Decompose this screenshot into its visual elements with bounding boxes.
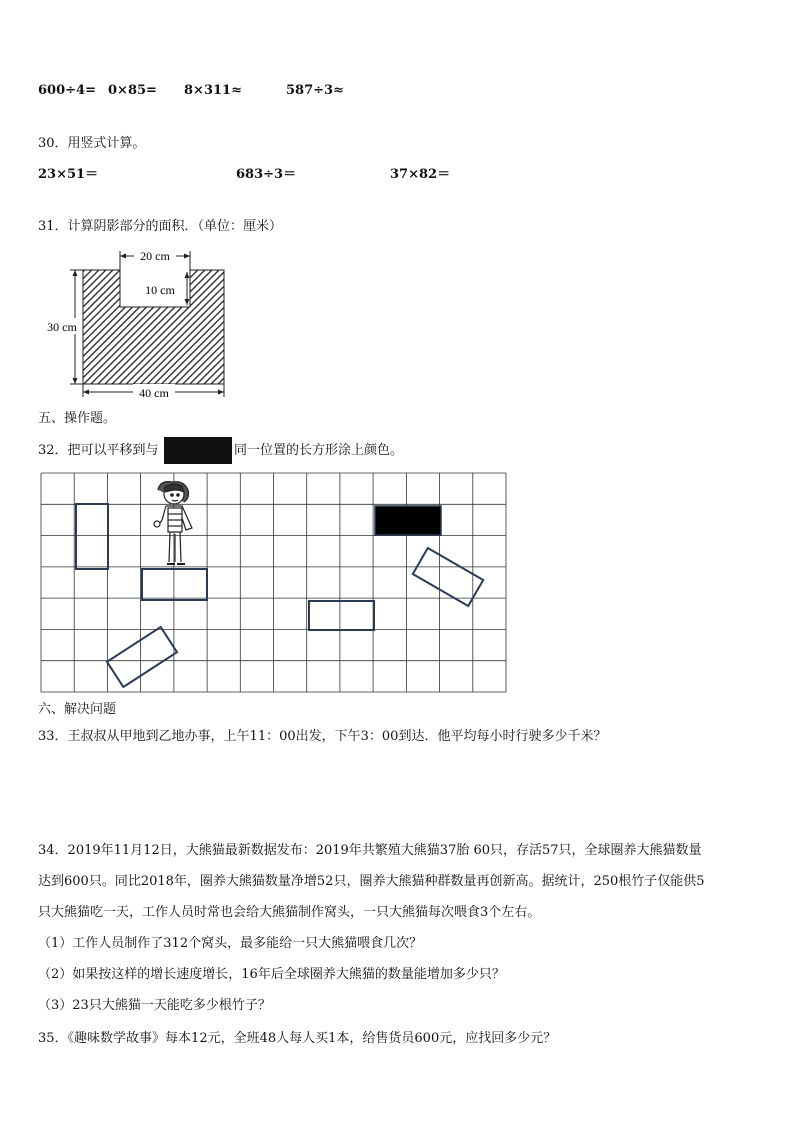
oral-calc-3: 8×311≈ [184, 83, 242, 98]
q31-title: 31．计算阴影部分的面积．（单位：厘米） [38, 219, 283, 234]
shaded-area-figure [40, 243, 240, 403]
q34-line-2: 达到600只。同比2018年，圈养大熊猫数量净增52只，圈养大熊猫种群数量再创新高。据统计，250根竹子仅能供5 [38, 874, 705, 889]
q34-line-3: 只大熊猫吃一天，工作人员时常也会给大熊猫制作窝头，一只大熊猫每次喂食3个左右。 [38, 905, 541, 920]
reference-rectangle-black [375, 506, 441, 535]
q30-item-3: 37×82＝ [390, 167, 451, 182]
q34-line-1: 34．2019年11月12日，大熊猫最新数据发布：2019年共繁殖大熊猫37胎 60只，存活57只，全球圈养大熊猫数量 [38, 843, 702, 858]
dim-top-label: 20 cm [140, 249, 170, 263]
q35-text: 35．《趣味数学故事》每本12元，全班48人每人买1本，给售货员600元，应找回多少元？ [38, 1031, 557, 1046]
q32-target-rectangle [164, 437, 232, 464]
dim-left-label: 30 cm [47, 320, 77, 334]
oral-calc-2: 0×85= [108, 83, 157, 98]
section-5-heading: 五、操作题。 [38, 411, 117, 426]
q30-item-1: 23×51＝ [38, 167, 99, 182]
q34-sub-2: （2）如果按这样的增长速度增长，16年后全球圈养大熊猫的数量能增加多少只？ [38, 967, 505, 982]
rectangle-horizontal-1 [142, 569, 207, 600]
q30-item-2: 683÷3＝ [236, 167, 297, 182]
oral-calc-4: 587÷3≈ [286, 83, 344, 98]
dim-notch-label: 10 cm [145, 283, 175, 297]
q32-text-after: 同一位置的长方形涂上颜色。 [234, 443, 404, 458]
q33-text: 33．王叔叔从甲地到乙地办事，上午11：00出发，下午3：00到达．他平均每小时行驶多少千米？ [38, 729, 607, 744]
rectangle-horizontal-2 [309, 601, 374, 630]
boy-figure [154, 482, 192, 564]
rectangle-tilted-left [107, 627, 177, 687]
translation-grid [36, 468, 516, 700]
oral-calc-1: 600÷4= [38, 83, 96, 98]
q34-sub-1: （1）工作人员制作了312个窝头，最多能给一只大熊猫喂食几次？ [38, 936, 423, 951]
q34-sub-3: （3）23只大熊猫一天能吃多少根竹子？ [38, 998, 271, 1013]
q30-title: 30．用竖式计算。 [38, 136, 146, 151]
rectangle-vertical [76, 504, 108, 569]
section-6-heading: 六、解决问题 [38, 702, 117, 717]
q32-text-before: 32．把可以平移到与 [38, 443, 159, 458]
dim-bottom-label: 40 cm [139, 386, 169, 400]
